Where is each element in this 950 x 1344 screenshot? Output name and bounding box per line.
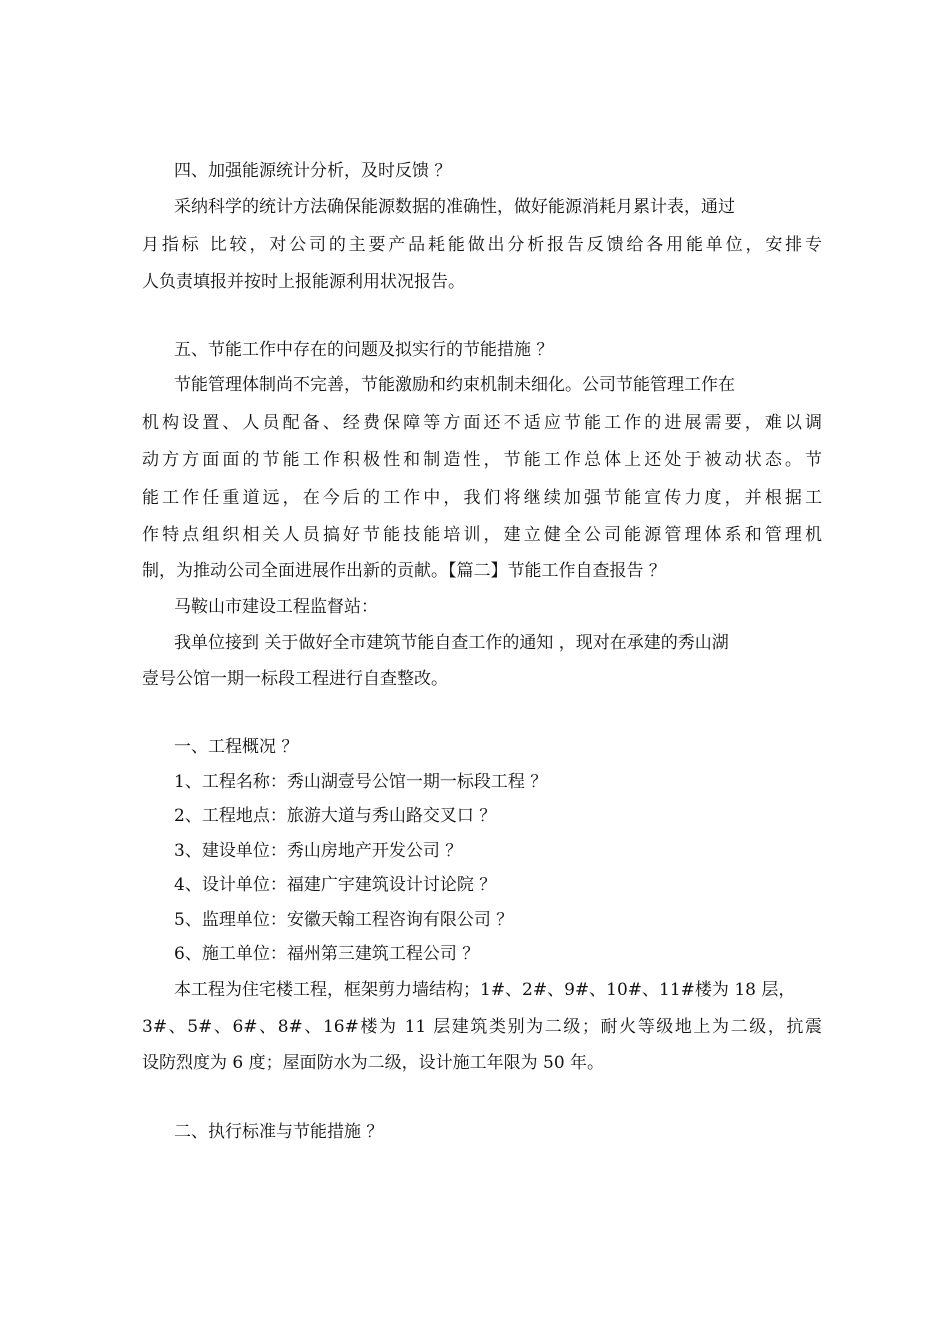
letter-salutation: 马鞍山市建设工程监督站： xyxy=(174,597,378,617)
overview-paragraph-line: 3#、5#、6#、8#、16#楼为 11 层建筑类别为二级；耐火等级地上为二级，抗震 xyxy=(142,1017,822,1037)
overview-item: 5、监理单位：安徽天翰工程咨询有限公司 ？ xyxy=(174,910,514,930)
overview-paragraph-line: 设防烈度为 6 度；屋面防水为二级，设计施工年限为 50 年。 xyxy=(142,1053,605,1073)
section-4-paragraph-line: 月指标 比较，对公司的主要产品耗能做出分析报告反馈给各用能单位，安排专 xyxy=(142,235,822,255)
overview-item: 2、工程地点：旅游大道与秀山路交叉口 ？ xyxy=(174,806,497,826)
letter-paragraph-line: 我单位接到 关于做好全市建筑节能自查工作的通知 ，现对在承建的秀山湖 xyxy=(174,633,729,653)
overview-item: 4、设计单位：福建广宇建筑设计讨论院 ？ xyxy=(174,875,497,895)
overview-item: 6、施工单位：福州第三建筑工程公司 ？ xyxy=(174,944,480,964)
section-5-paragraph-line: 机构设置、人员配备、经费保障等方面还不适应节能工作的进展需要，难以调 xyxy=(142,413,822,433)
overview-paragraph-line: 本工程为住宅楼工程，框架剪力墙结构；1#、2#、9#、10#、11#楼为 18 层， xyxy=(174,980,796,1000)
section-5-paragraph-line: 节能管理体制尚不完善，节能激励和约束机制未细化。公司节能管理工作在 xyxy=(174,375,735,395)
overview-item: 3、建设单位：秀山房地产开发公司 ？ xyxy=(174,841,463,861)
section-4-paragraph-line: 人负责填报并按时上报能源利用状况报告。 xyxy=(142,272,465,292)
section-4-heading: 四、加强能源统计分析，及时反馈 ？ xyxy=(174,161,452,181)
overview-heading: 一、工程概况 ？ xyxy=(174,737,299,757)
section-5-paragraph-line: 作特点组织相关人员搞好节能技能培训，建立健全公司能源管理体系和管理机 xyxy=(142,525,822,545)
section-5-paragraph-line: 动方方面面的节能工作积极性和制造性，节能工作总体上还处于被动状态。节 xyxy=(142,450,822,470)
section-5-paragraph-line: 能工作任重道远，在今后的工作中，我们将继续加强节能宣传力度，并根据工 xyxy=(142,488,822,508)
overview-item: 1、工程名称：秀山湖壹号公馆一期一标段工程 ？ xyxy=(174,772,548,792)
section-4-paragraph-line: 采纳科学的统计方法确保能源数据的准确性，做好能源消耗月累计表，通过 xyxy=(174,197,735,217)
section-2-heading: 二、执行标准与节能措施 ？ xyxy=(174,1122,384,1142)
section-5-heading: 五、节能工作中存在的问题及拟实行的节能措施 ？ xyxy=(174,340,554,360)
letter-paragraph-line: 壹号公馆一期一标段工程进行自查整改。 xyxy=(142,669,448,689)
section-5-paragraph-line: 制，为推动公司全面进展作出新的贡献。【篇二】节能工作自查报告 ？ xyxy=(142,561,666,581)
